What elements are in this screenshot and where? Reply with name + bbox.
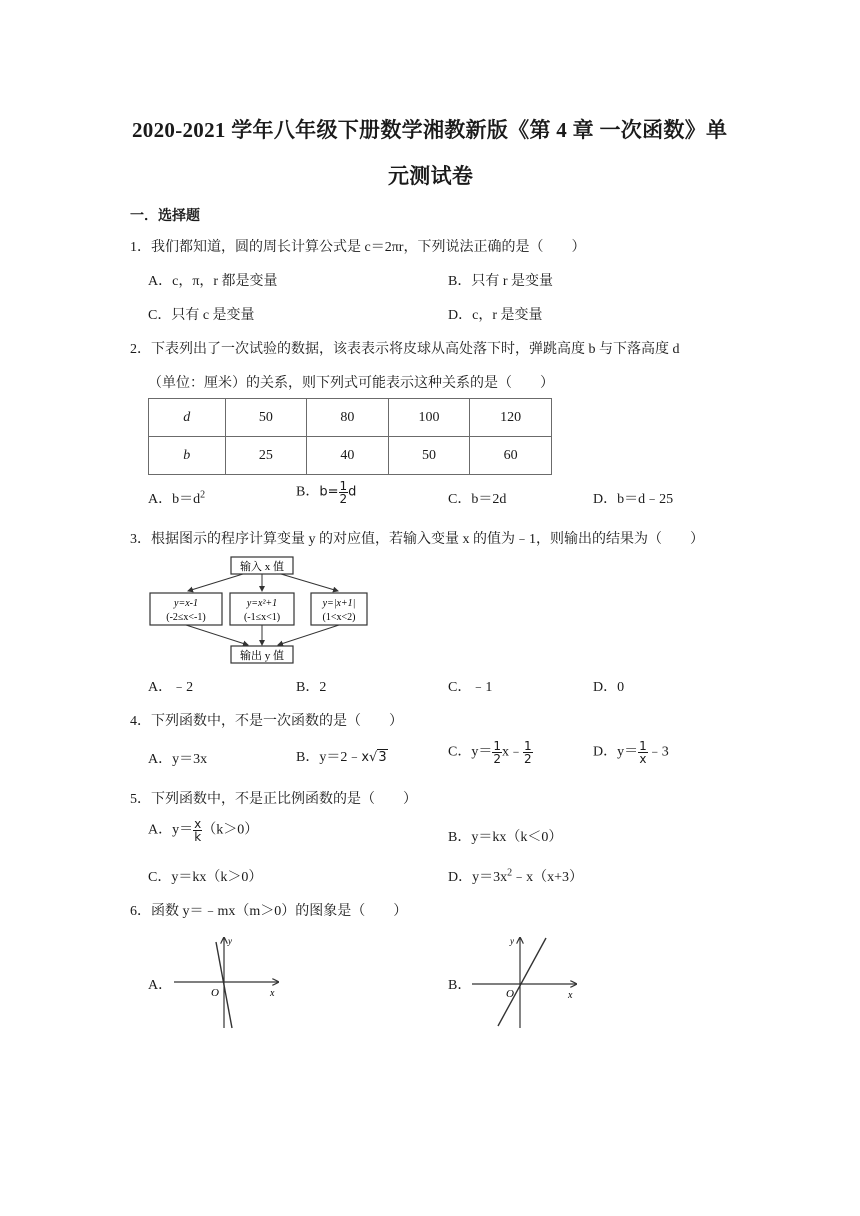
square-root: √3	[369, 750, 387, 765]
table-cell: 80	[307, 399, 389, 437]
q2-option-a-label: A．	[148, 492, 173, 507]
q4-option-c-fraction1	[492, 740, 502, 765]
table-cell: 50	[225, 399, 307, 437]
q5-option-d-post: ﹣x（x+3）	[512, 870, 584, 885]
q4-option-b-x: x	[361, 750, 370, 765]
q4-stem: 4．下列函数中，不是一次函数的是（ ）	[130, 714, 403, 729]
q4-option-c-fraction2	[523, 740, 533, 765]
q5-option-a-post: （k＞0）	[202, 822, 259, 838]
q2-stem-line2: （单位：厘米）的关系，则下列式可能表示这种关系的是（ ）	[148, 376, 554, 391]
q4-option-d	[593, 740, 669, 765]
q6-option-b-label: B．	[448, 978, 472, 993]
flow-branch3-range: (1<x<2)	[322, 612, 356, 623]
q6-option-a-graph	[172, 934, 284, 1030]
radicand: 3	[378, 750, 387, 765]
q1-option-a: A．c，π，r 都是变量	[148, 274, 278, 289]
x-axis-label: x	[568, 990, 573, 1001]
fraction-numerator: 1	[339, 479, 348, 493]
q2-option-b-fraction	[339, 480, 349, 505]
axis-origin-label: O	[506, 988, 514, 1000]
fraction-denominator: 2	[493, 752, 501, 766]
q5-option-a	[148, 818, 258, 843]
q2-option-b-pre: b=	[319, 484, 339, 500]
q4-option-c-mid: x﹣	[501, 744, 523, 760]
y-axis-label: y	[510, 936, 514, 946]
q1-option-d: D．c，r 是变量	[448, 308, 543, 323]
q2-option-d: D．b＝d﹣25	[593, 492, 674, 507]
q4-option-b	[296, 746, 388, 766]
q4-option-d-label: D．y＝	[593, 744, 639, 760]
table-cell: 50	[388, 437, 470, 475]
q5-option-d-pre: D．y＝3x	[448, 870, 508, 885]
fraction-denominator: 2	[523, 752, 532, 766]
flow-output-text: 输出 y 值	[240, 650, 284, 662]
q4-option-d-post: ﹣3	[647, 744, 669, 760]
q1-option-b: B．只有 r 是变量	[448, 274, 553, 289]
table-cell: 25	[225, 437, 307, 475]
q3-option-b: B．2	[296, 680, 327, 695]
flow-branch1-formula: y=x-1	[174, 598, 198, 609]
q1-stem: 1．我们都知道，圆的周长计算公式是 c＝2πr，下列说法正确的是（ ）	[130, 240, 586, 255]
q2-option-a-sup: 2	[200, 489, 206, 501]
flow-branch1-range: (-2≤x<-1)	[166, 612, 206, 623]
data-table	[148, 398, 552, 475]
q4-option-a: A．y＝3x	[148, 752, 208, 767]
table-cell: d	[149, 399, 226, 437]
q2-option-a-expr: b＝d	[172, 492, 201, 507]
table-cell: 120	[470, 399, 552, 437]
q2-option-b	[296, 480, 356, 505]
q2-option-b-post: d	[348, 484, 357, 500]
q3-option-d: D．0	[593, 680, 625, 695]
q5-option-d	[448, 866, 583, 886]
document-title-line1: 2020-2021 学年八年级下册数学湘教新版《第 4 章 一次函数》单	[132, 118, 728, 142]
table-cell: 40	[307, 437, 389, 475]
fraction-numerator: 1	[639, 739, 647, 753]
flow-input-text: 输入 x 值	[240, 561, 284, 573]
fraction-numerator: 1	[523, 739, 532, 753]
q3-option-a: A．﹣2	[148, 680, 194, 695]
q5-option-d-sup: 2	[507, 867, 513, 879]
q2-stem-line1: 2．下表列出了一次试验的数据，该表表示将皮球从高处落下时，弹跳高度 b 与下落高度 d	[130, 342, 680, 357]
program-flowchart	[148, 553, 370, 665]
flow-branch3-formula: y=|x+1|	[322, 598, 356, 609]
q3-stem: 3．根据图示的程序计算变量 y 的对应值，若输入变量 x 的值为﹣1，则输出的结果为（ ）	[130, 532, 704, 547]
q6-option-b-graph	[470, 934, 582, 1030]
q1-option-c: C．只有 c 是变量	[148, 308, 255, 323]
table-cell: b	[149, 437, 226, 475]
q5-option-a-fraction	[193, 818, 202, 843]
fraction-numerator: x	[194, 817, 202, 831]
fraction-denominator: 2	[339, 492, 348, 506]
table-row	[149, 399, 552, 437]
axis-origin-label: O	[211, 987, 219, 999]
section-heading: 一．选择题	[130, 209, 200, 224]
q3-option-c: C．﹣1	[448, 680, 493, 695]
q4-option-c-label: C．y＝	[448, 744, 493, 760]
q5-option-b: B．y＝kx（k＜0）	[448, 830, 563, 845]
q6-option-a-label: A．	[148, 978, 173, 993]
q2-option-a	[148, 488, 205, 508]
q4-option-d-fraction	[638, 740, 648, 765]
q5-option-c: C．y＝kx（k＞0）	[148, 870, 263, 885]
fraction-denominator: k	[194, 830, 202, 844]
y-axis-label: y	[228, 936, 232, 946]
q4-option-c	[448, 740, 533, 765]
q2-option-b-label: B．	[296, 484, 320, 500]
fraction-denominator: x	[639, 752, 647, 766]
table-row	[149, 437, 552, 475]
q5-option-a-label: A．y＝	[148, 822, 194, 838]
q5-stem: 5．下列函数中，不是正比例函数的是（ ）	[130, 792, 417, 807]
fraction-numerator: 1	[493, 739, 501, 753]
q6-stem: 6．函数 y＝﹣mx（m＞0）的图象是（ ）	[130, 904, 408, 919]
x-axis-label: x	[270, 988, 275, 999]
flow-branch2-formula: y=x²+1	[246, 598, 278, 609]
table-cell: 100	[388, 399, 470, 437]
table-cell: 60	[470, 437, 552, 475]
q4-option-b-pre: B．y＝2﹣	[296, 750, 362, 765]
q2-option-c: C．b＝2d	[448, 492, 507, 507]
document-title-line2: 元测试卷	[388, 164, 474, 188]
flow-branch2-range: (-1≤x<1)	[243, 612, 281, 623]
